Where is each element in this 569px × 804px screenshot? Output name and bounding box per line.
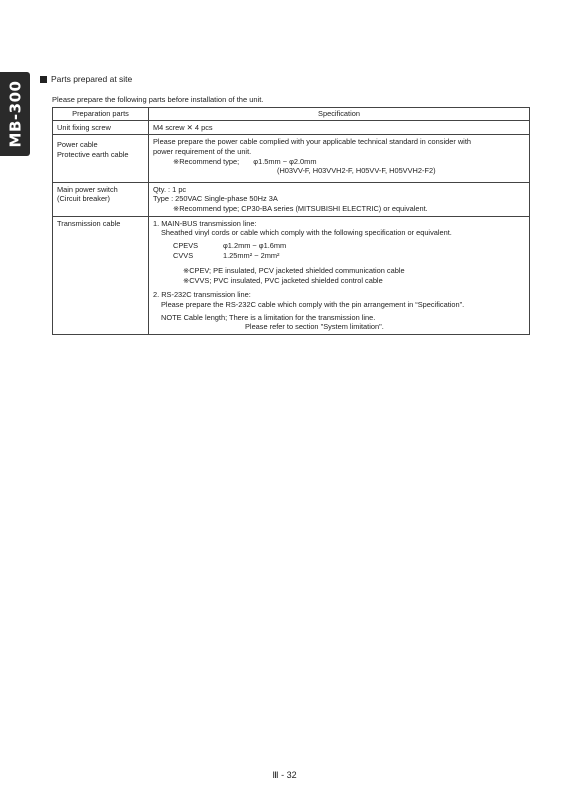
section-title-text: Parts prepared at site bbox=[51, 74, 133, 84]
intro-text: Please prepare the following parts before installation of the unit. bbox=[52, 95, 264, 104]
mainbus-desc: Sheathed vinyl cords or cable which comply with the following specification or equivalent. bbox=[161, 228, 452, 238]
note-cable-length: NOTE Cable length; There is a limitation for the transmission line. bbox=[161, 312, 376, 322]
part-main-switch-line1: Main power switch bbox=[57, 184, 118, 194]
note-cvvs: ※CVVS; PVC insulated, PVC jacketed shielded control cable bbox=[183, 275, 383, 285]
square-bullet-icon bbox=[40, 76, 47, 83]
spec-transmission bbox=[149, 216, 530, 334]
spec-power-cable bbox=[149, 135, 530, 183]
note-cpev: ※CPEV; PE insulated, PCV jacketed shielded communication cable bbox=[183, 266, 405, 276]
section-title bbox=[40, 74, 132, 84]
mainbus-title: 1. MAIN-BUS transmission line: bbox=[153, 218, 257, 228]
spec-power-line2: power requirement of the unit. bbox=[153, 146, 252, 156]
rs232-desc: Please prepare the RS-232C cable which comply with the pin arrangement in “Specification”. bbox=[161, 300, 465, 309]
product-tab bbox=[0, 72, 30, 156]
spec-switch-qty: Qty. : 1 pc bbox=[153, 184, 187, 194]
spec-main-switch bbox=[149, 182, 530, 216]
parts-table bbox=[52, 107, 530, 335]
spec-power-types: (H03VV-F, H03VVH2-F, H05VV-F, H05VVH2-F2) bbox=[277, 166, 436, 176]
cpevs-value: φ1.2mm ~ φ1.6mm bbox=[223, 240, 287, 250]
header-preparation-parts: Preparation parts bbox=[53, 108, 149, 121]
table-row bbox=[53, 120, 530, 135]
recommend-label: ※Recommend type; bbox=[173, 156, 240, 166]
cvvs-label: CVVS bbox=[173, 250, 194, 260]
cvvs-spec bbox=[153, 251, 525, 261]
spec-switch-type: Type : 250VAC Single-phase 50Hz 3A bbox=[153, 194, 278, 204]
spec-switch-recommend: ※Recommend type; CP30-BA series (MITSUBISHI ELECTRIC) or equivalent. bbox=[173, 204, 428, 213]
page-number: Ⅲ - 32 bbox=[272, 770, 297, 780]
table-row bbox=[53, 216, 530, 334]
part-main-switch bbox=[53, 182, 149, 216]
part-power-cable-line1: Power cable bbox=[57, 140, 98, 150]
table-row bbox=[53, 135, 530, 183]
cvvs-value: 1.25mm² ~ 2mm² bbox=[223, 250, 280, 260]
table-row bbox=[53, 182, 530, 216]
rs232-title: 2. RS-232C transmission line: bbox=[153, 290, 251, 300]
note-refer: Please refer to section "System limitation". bbox=[245, 322, 384, 332]
spec-power-recommend bbox=[153, 157, 525, 167]
cpevs-label: CPEVS bbox=[173, 240, 199, 250]
part-power-cable bbox=[53, 135, 149, 183]
part-transmission: Transmission cable bbox=[53, 216, 149, 334]
header-specification: Specification bbox=[149, 108, 530, 121]
recommend-value: φ1.5mm ~ φ2.0mm bbox=[253, 156, 317, 166]
part-power-cable-line2: Protective earth cable bbox=[57, 149, 129, 159]
product-tab-label: MB-300 bbox=[6, 80, 24, 148]
part-unit-fixing: Unit fixing screw bbox=[53, 120, 149, 135]
spec-power-line1: Please prepare the power cable complied with your applicable technical standard in consider with bbox=[153, 137, 471, 147]
part-main-switch-line2: (Circuit breaker) bbox=[57, 194, 110, 204]
cpevs-spec bbox=[153, 241, 525, 251]
table-header-row bbox=[53, 108, 530, 121]
spec-unit-fixing: M4 screw ✕ 4 pcs bbox=[149, 120, 530, 135]
